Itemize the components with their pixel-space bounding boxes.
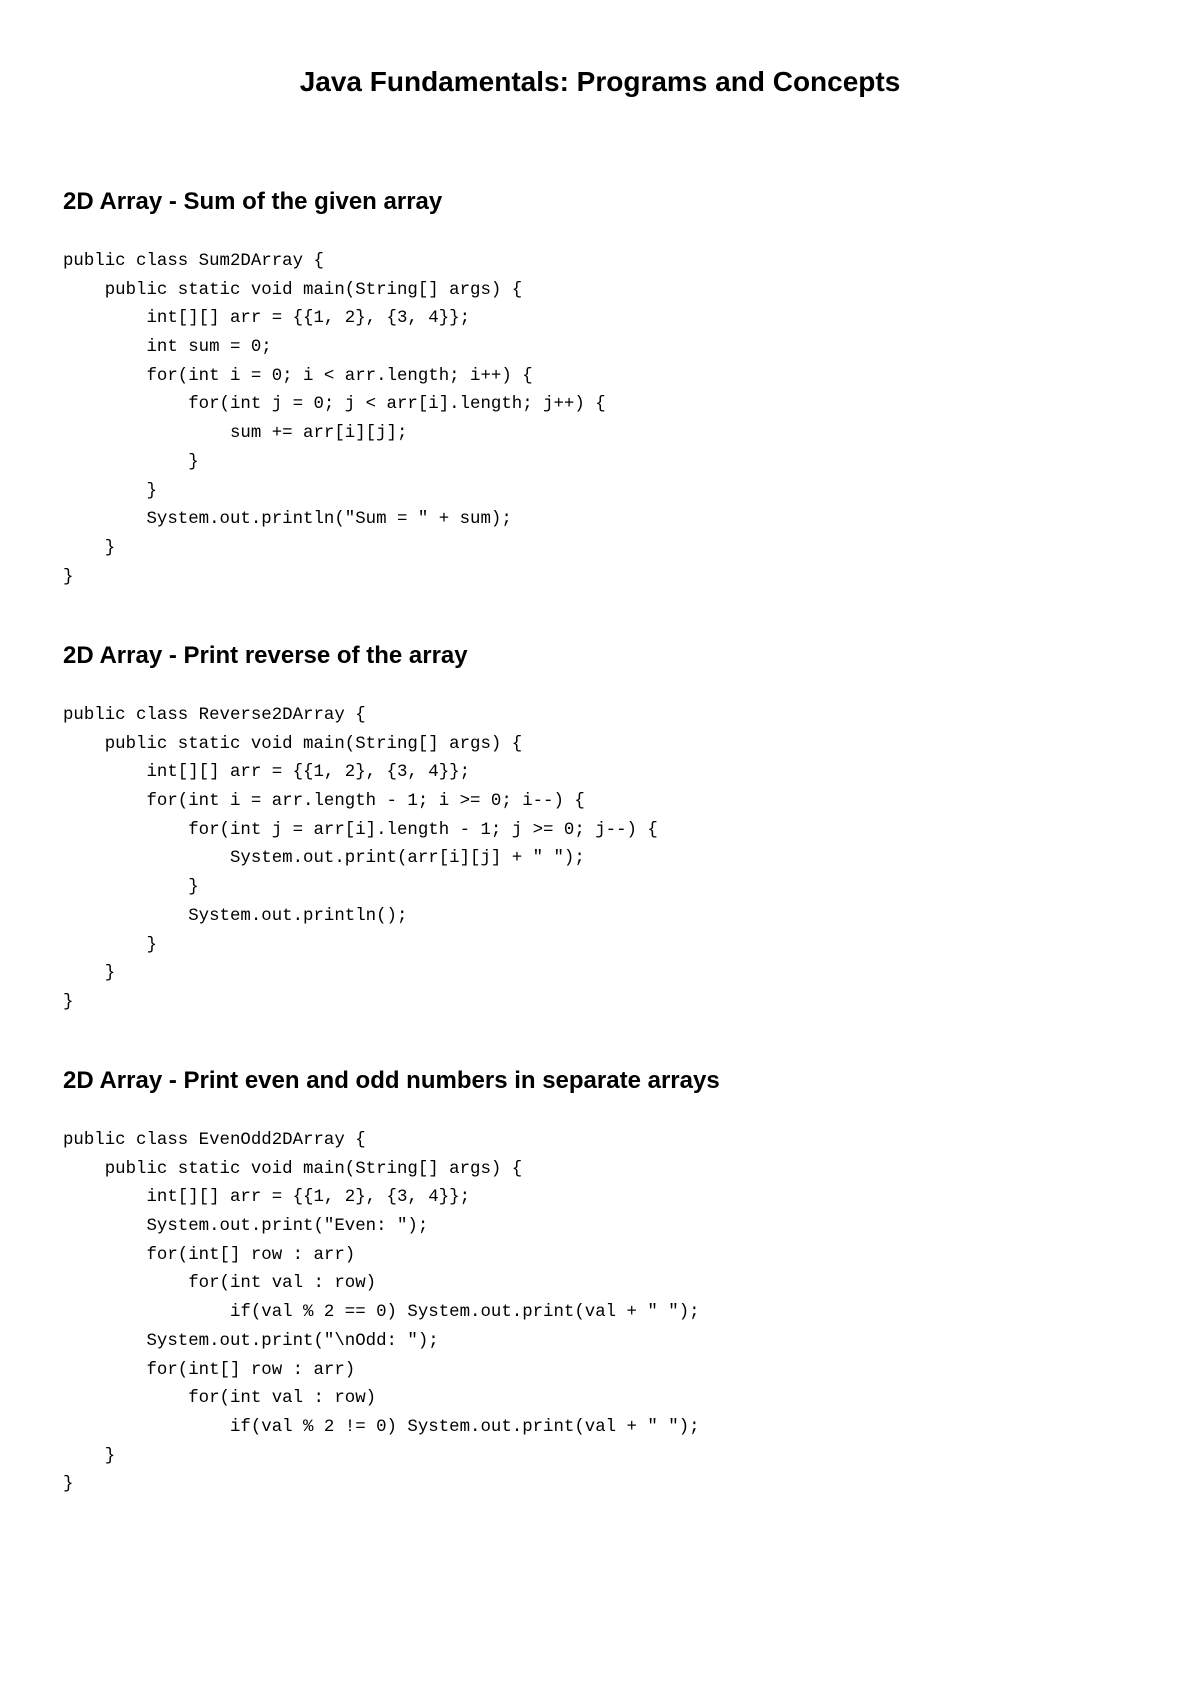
code-line: for(int i = arr.length - 1; i >= 0; i--) { (63, 792, 585, 812)
code-line: } (63, 992, 74, 1012)
section-heading: 2D Array - Print even and odd numbers in separate arrays (63, 1067, 720, 1094)
code-line: int sum = 0; (63, 338, 272, 358)
code-line: } (63, 481, 157, 501)
code-line: public static void main(String[] args) { (63, 1159, 523, 1179)
code-line: } (63, 964, 116, 984)
code-line: public static void main(String[] args) { (63, 280, 523, 300)
code-block (63, 248, 1163, 592)
code-line: for(int j = arr[i].length - 1; j >= 0; j--) { (63, 820, 658, 840)
code-line: for(int j = 0; j < arr[i].length; j++) { (63, 395, 606, 415)
code-line: } (63, 878, 199, 898)
page-title: Java Fundamentals: Programs and Concepts (299, 66, 901, 97)
code-line: public class EvenOdd2DArray { (63, 1131, 366, 1150)
section-reverse-2d-array (63, 640, 1163, 1018)
code-line: for(int[] row : arr) (63, 1360, 356, 1380)
code-line: } (63, 1446, 116, 1466)
section-heading: 2D Array - Sum of the given array (63, 188, 443, 215)
code-line: for(int[] row : arr) (63, 1245, 356, 1265)
code-line: System.out.println(); (63, 906, 408, 926)
code-line: System.out.print("\nOdd: "); (63, 1331, 439, 1351)
code-line: System.out.print("Even: "); (63, 1217, 429, 1237)
code-line: int[][] arr = {{1, 2}, {3, 4}}; (63, 1188, 471, 1208)
code-line: int[][] arr = {{1, 2}, {3, 4}}; (63, 309, 471, 329)
code-line: if(val % 2 == 0) System.out.print(val + " "); (63, 1303, 700, 1323)
code-line: for(int val : row) (63, 1274, 377, 1294)
section-heading: 2D Array - Print reverse of the array (63, 642, 468, 669)
code-block (63, 1127, 1163, 1500)
code-line: sum += arr[i][j]; (63, 424, 408, 444)
code-line: System.out.println("Sum = " + sum); (63, 510, 512, 530)
code-line: } (63, 567, 74, 587)
code-line: } (63, 452, 199, 472)
code-line: public class Sum2DArray { (63, 252, 324, 271)
code-line: int[][] arr = {{1, 2}, {3, 4}}; (63, 763, 471, 783)
code-line: } (63, 1475, 74, 1495)
code-line: public static void main(String[] args) { (63, 734, 523, 754)
section-sum-2d-array (63, 186, 1163, 592)
code-line: } (63, 538, 116, 558)
code-line: for(int val : row) (63, 1389, 377, 1409)
code-line: } (63, 935, 157, 955)
code-block (63, 702, 1163, 1018)
code-line: for(int i = 0; i < arr.length; i++) { (63, 366, 533, 386)
section-even-odd-2d-array (63, 1065, 1163, 1500)
code-line: public class Reverse2DArray { (63, 706, 366, 725)
code-line: System.out.print(arr[i][j] + " "); (63, 849, 585, 869)
code-line: if(val % 2 != 0) System.out.print(val + " "); (63, 1417, 700, 1437)
